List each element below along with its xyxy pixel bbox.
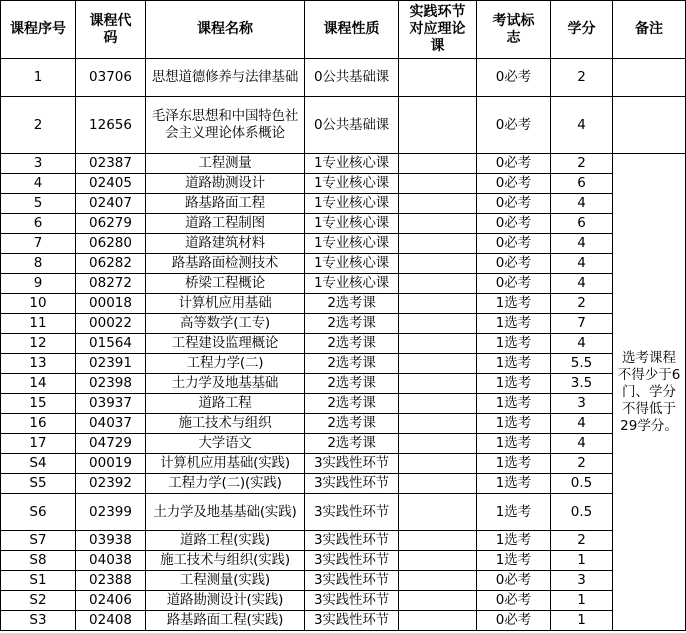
cell-nature: 2选考课 [305,354,399,374]
cell-code: 01564 [76,334,146,354]
cell-code: 06279 [76,214,146,234]
cell-theory [399,214,477,234]
cell-seq: S8 [1,551,76,571]
header-credit: 学分 [551,1,613,59]
cell-name: 桥梁工程概论 [146,274,305,294]
cell-name: 思想道德修养与法律基础 [146,59,305,97]
cell-exam: 1选考 [477,454,551,474]
table-row [1,354,686,374]
cell-credit: 1 [551,611,613,631]
cell-nature: 2选考课 [305,414,399,434]
table-row [1,174,686,194]
cell-code: 02407 [76,194,146,214]
header-code: 课程代码 [76,1,146,59]
cell-exam: 0必考 [477,194,551,214]
cell-seq: 4 [1,174,76,194]
cell-nature: 1专业核心课 [305,254,399,274]
cell-nature: 2选考课 [305,434,399,454]
cell-exam: 0必考 [477,154,551,174]
cell-code: 02391 [76,354,146,374]
cell-name: 施工技术与组织 [146,414,305,434]
cell-name: 路基路面工程 [146,194,305,214]
cell-exam: 1选考 [477,294,551,314]
cell-credit: 5.5 [551,354,613,374]
cell-theory [399,571,477,591]
cell-credit: 4 [551,434,613,454]
cell-credit: 4 [551,334,613,354]
cell-seq: 1 [1,59,76,97]
cell-code: 06280 [76,234,146,254]
cell-name: 道路工程制图 [146,214,305,234]
cell-theory [399,59,477,97]
cell-theory [399,591,477,611]
table-row [1,97,686,154]
cell-credit: 2 [551,531,613,551]
cell-theory [399,414,477,434]
cell-credit: 0.5 [551,474,613,494]
cell-credit: 4 [551,254,613,274]
cell-name: 工程测量 [146,154,305,174]
cell-exam: 1选考 [477,334,551,354]
cell-credit: 4 [551,234,613,254]
cell-code: 04038 [76,551,146,571]
cell-seq: S5 [1,474,76,494]
cell-name: 道路勘测设计 [146,174,305,194]
cell-exam: 1选考 [477,414,551,434]
cell-credit: 4 [551,414,613,434]
cell-code: 00018 [76,294,146,314]
cell-seq: 13 [1,354,76,374]
cell-credit: 2 [551,154,613,174]
table-row [1,194,686,214]
header-note: 备注 [613,1,686,59]
cell-theory [399,234,477,254]
cell-name: 路基路面检测技术 [146,254,305,274]
cell-nature: 1专业核心课 [305,274,399,294]
cell-seq: 7 [1,234,76,254]
cell-credit: 1 [551,551,613,571]
cell-seq: 15 [1,394,76,414]
cell-nature: 2选考课 [305,374,399,394]
cell-code: 00019 [76,454,146,474]
cell-name: 工程力学(二)(实践) [146,474,305,494]
cell-nature: 1专业核心课 [305,214,399,234]
cell-credit: 3 [551,571,613,591]
cell-theory [399,611,477,631]
cell-name: 毛泽东思想和中国特色社会主义理论体系概论 [146,97,305,154]
cell-exam: 0必考 [477,611,551,631]
cell-seq: 5 [1,194,76,214]
cell-credit: 4 [551,97,613,154]
cell-name: 道路工程 [146,394,305,414]
cell-nature: 1专业核心课 [305,174,399,194]
cell-seq: S7 [1,531,76,551]
cell-name: 计算机应用基础 [146,294,305,314]
cell-nature: 0公共基础课 [305,59,399,97]
cell-code: 12656 [76,97,146,154]
cell-theory [399,494,477,531]
header-exam: 考试标志 [477,1,551,59]
table-row [1,571,686,591]
cell-nature: 1专业核心课 [305,154,399,174]
table-row [1,59,686,97]
cell-nature: 1专业核心课 [305,234,399,254]
cell-seq: 9 [1,274,76,294]
cell-credit: 3.5 [551,374,613,394]
cell-code: 04729 [76,434,146,454]
cell-code: 02408 [76,611,146,631]
table-row [1,154,686,174]
cell-nature: 3实践性环节 [305,454,399,474]
cell-credit: 7 [551,314,613,334]
cell-nature: 2选考课 [305,394,399,414]
cell-seq: 8 [1,254,76,274]
cell-exam: 0必考 [477,254,551,274]
cell-exam: 0必考 [477,97,551,154]
cell-theory [399,434,477,454]
table-row [1,374,686,394]
table-row [1,234,686,254]
elective-note: 选考课程不得少于6门、学分不得低于29学分。 [613,154,686,631]
cell-theory [399,531,477,551]
cell-credit: 4 [551,194,613,214]
cell-theory [399,174,477,194]
cell-exam: 0必考 [477,591,551,611]
cell-code: 03706 [76,59,146,97]
cell-name: 路基路面工程(实践) [146,611,305,631]
table-row [1,214,686,234]
cell-nature: 3实践性环节 [305,591,399,611]
cell-code: 06282 [76,254,146,274]
cell-seq: S6 [1,494,76,531]
cell-credit: 4 [551,274,613,294]
table-row [1,314,686,334]
header-row [1,1,686,59]
cell-credit: 0.5 [551,494,613,531]
cell-code: 02388 [76,571,146,591]
cell-exam: 0必考 [477,571,551,591]
table-row [1,494,686,531]
header-theory: 实践环节对应理论课 [399,1,477,59]
cell-nature: 3实践性环节 [305,611,399,631]
cell-name: 土力学及地基基础(实践) [146,494,305,531]
cell-credit: 6 [551,174,613,194]
cell-exam: 1选考 [477,494,551,531]
cell-nature: 3实践性环节 [305,474,399,494]
cell-credit: 2 [551,59,613,97]
cell-theory [399,394,477,414]
cell-name: 大学语文 [146,434,305,454]
cell-nature: 0公共基础课 [305,97,399,154]
cell-exam: 1选考 [477,354,551,374]
table-row [1,551,686,571]
cell-exam: 1选考 [477,531,551,551]
cell-seq: 2 [1,97,76,154]
cell-seq: S1 [1,571,76,591]
cell-code: 03937 [76,394,146,414]
cell-name: 高等数学(工专) [146,314,305,334]
cell-note-empty [613,97,686,154]
cell-nature: 3实践性环节 [305,531,399,551]
cell-theory [399,551,477,571]
cell-exam: 1选考 [477,314,551,334]
cell-seq: 17 [1,434,76,454]
cell-nature: 3实践性环节 [305,571,399,591]
table-row [1,394,686,414]
table-row [1,254,686,274]
cell-code: 02406 [76,591,146,611]
table-row [1,294,686,314]
cell-theory [399,154,477,174]
cell-credit: 3 [551,394,613,414]
cell-name: 道路工程(实践) [146,531,305,551]
cell-seq: 3 [1,154,76,174]
cell-nature: 1专业核心课 [305,194,399,214]
cell-name: 施工技术与组织(实践) [146,551,305,571]
cell-theory [399,454,477,474]
cell-code: 02399 [76,494,146,531]
cell-seq: S3 [1,611,76,631]
table-row [1,414,686,434]
cell-name: 道路勘测设计(实践) [146,591,305,611]
cell-theory [399,97,477,154]
table-row [1,611,686,631]
cell-seq: 11 [1,314,76,334]
cell-name: 工程建设监理概论 [146,334,305,354]
cell-seq: 6 [1,214,76,234]
table-row [1,474,686,494]
cell-name: 土力学及地基基础 [146,374,305,394]
cell-theory [399,194,477,214]
cell-nature: 3实践性环节 [305,551,399,571]
cell-nature: 2选考课 [305,294,399,314]
cell-exam: 0必考 [477,274,551,294]
table-row [1,274,686,294]
cell-name: 道路建筑材料 [146,234,305,254]
cell-theory [399,254,477,274]
cell-name: 计算机应用基础(实践) [146,454,305,474]
cell-seq: S4 [1,454,76,474]
header-nature: 课程性质 [305,1,399,59]
cell-code: 00022 [76,314,146,334]
cell-credit: 2 [551,454,613,474]
cell-exam: 1选考 [477,474,551,494]
cell-theory [399,314,477,334]
cell-name: 工程力学(二) [146,354,305,374]
table-row [1,531,686,551]
cell-seq: 12 [1,334,76,354]
cell-seq: 16 [1,414,76,434]
cell-seq: 10 [1,294,76,314]
cell-code: 02405 [76,174,146,194]
cell-code: 04037 [76,414,146,434]
cell-exam: 0必考 [477,174,551,194]
cell-theory [399,354,477,374]
table-row [1,454,686,474]
table-row [1,334,686,354]
cell-seq: S2 [1,591,76,611]
table-row [1,591,686,611]
cell-theory [399,274,477,294]
cell-nature: 2选考课 [305,334,399,354]
cell-code: 02392 [76,474,146,494]
header-name: 课程名称 [146,1,305,59]
cell-exam: 1选考 [477,551,551,571]
header-seq: 课程序号 [1,1,76,59]
cell-code: 02398 [76,374,146,394]
cell-nature: 3实践性环节 [305,494,399,531]
cell-credit: 6 [551,214,613,234]
cell-credit: 1 [551,591,613,611]
cell-code: 02387 [76,154,146,174]
cell-theory [399,474,477,494]
cell-exam: 0必考 [477,214,551,234]
table-row [1,434,686,454]
cell-theory [399,374,477,394]
cell-seq: 14 [1,374,76,394]
cell-code: 08272 [76,274,146,294]
cell-exam: 1选考 [477,394,551,414]
cell-exam: 0必考 [477,59,551,97]
cell-nature: 2选考课 [305,314,399,334]
cell-theory [399,294,477,314]
cell-note-empty [613,59,686,97]
cell-exam: 1选考 [477,374,551,394]
cell-exam: 1选考 [477,434,551,454]
cell-credit: 2 [551,294,613,314]
cell-theory [399,334,477,354]
cell-exam: 0必考 [477,234,551,254]
cell-name: 工程测量(实践) [146,571,305,591]
cell-code: 03938 [76,531,146,551]
